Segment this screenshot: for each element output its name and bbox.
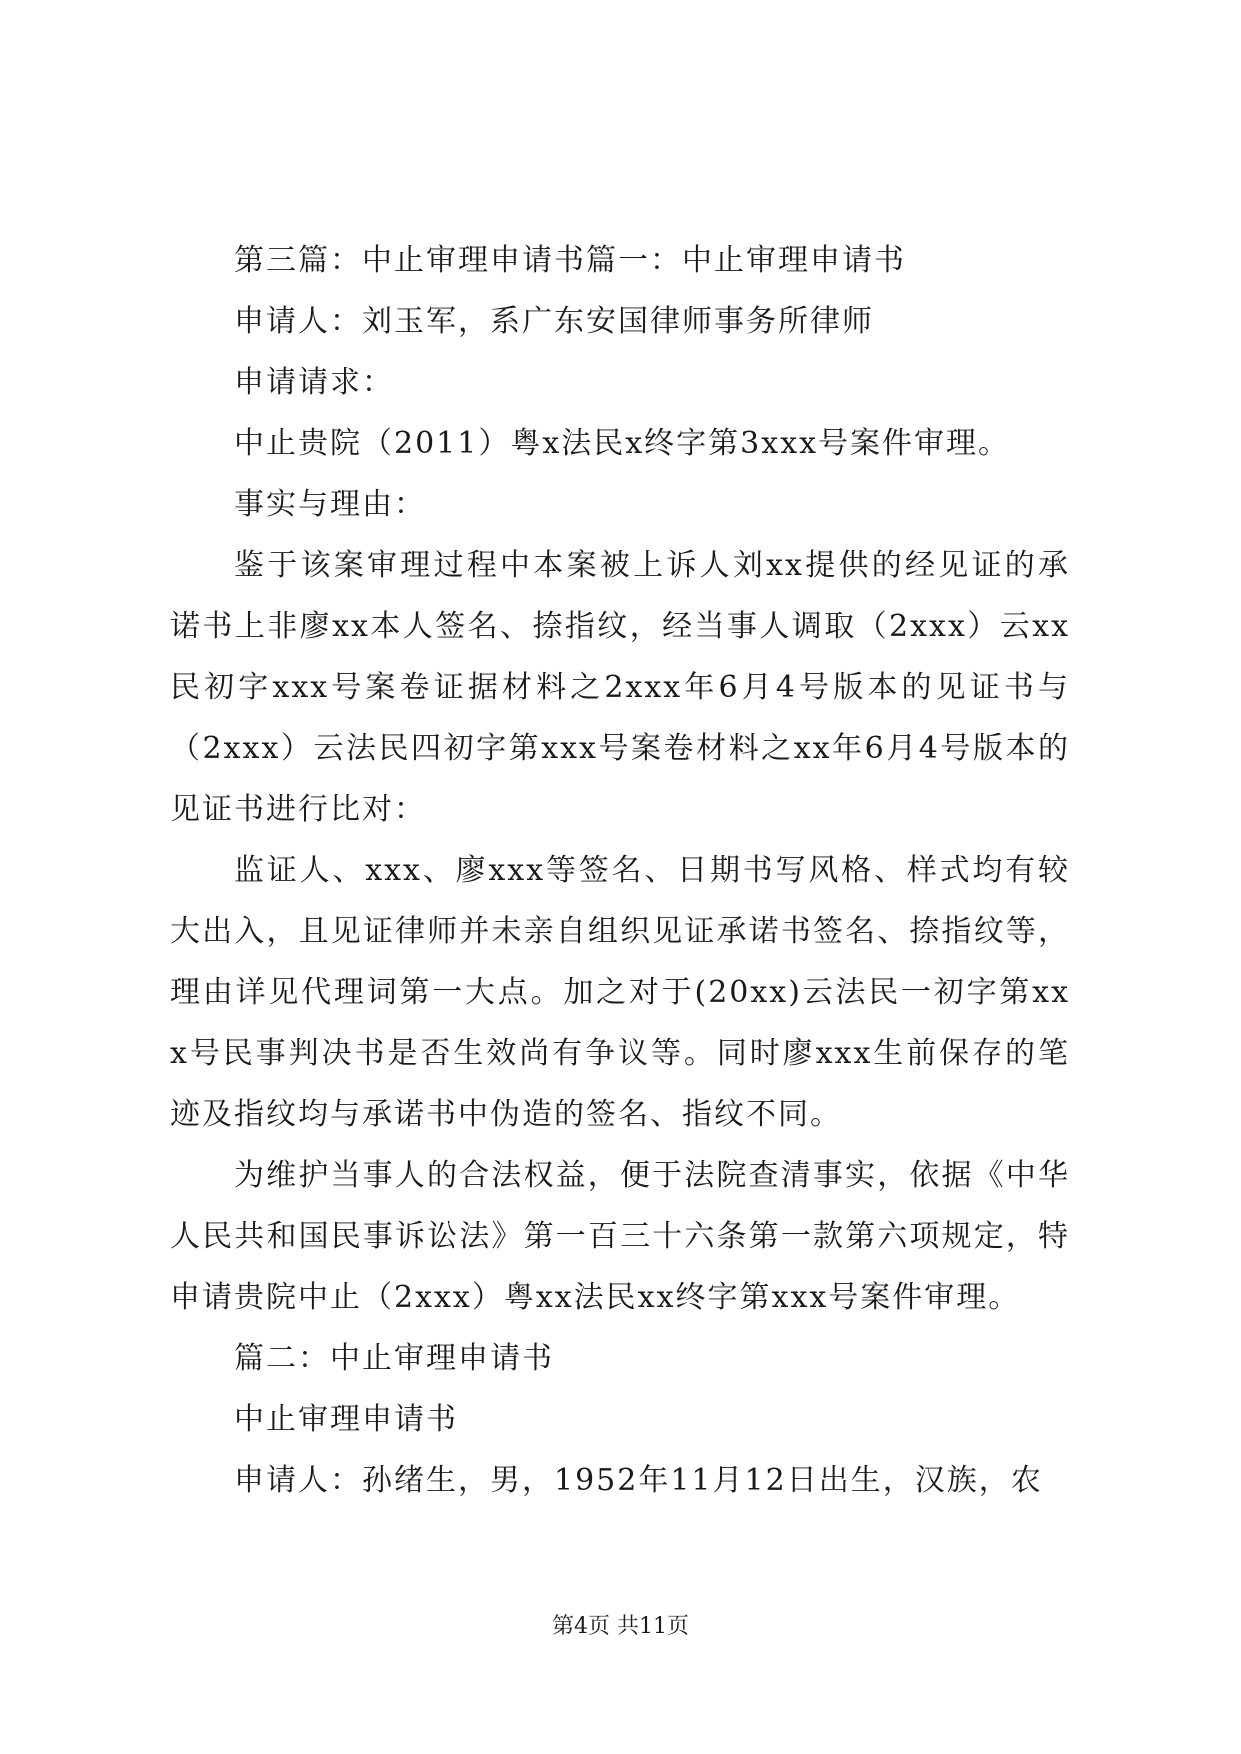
- facts-paragraph-3: 为维护当事人的合法权益，便于法院查清事实，依据《中华人民共和国民事诉讼法》第一百三十六条第一款第六项规定，特申请贵院中止（2xxx）粤xx法民xx终字第xxx号案件审理。: [170, 1158, 1070, 1315]
- part-two-heading: 篇二：中止审理申请书: [234, 1341, 554, 1376]
- facts-paragraph-2: 监证人、xxx、廖xxx等签名、日期书写风格、样式均有较大出入，且见证律师并未亲自组织见证承诺书签名、捺指纹等，理由详见代理词第一大点。加之对于(20xx)云法民一初字第xxx号民事判决书是否生效尚有争议等。同时廖xxx生前保存的笔迹及指纹均与承诺书中伪造的签名、指纹不同。: [170, 853, 1070, 1132]
- facts-heading: 事实与理由：: [234, 487, 426, 522]
- facts-paragraph-1: 鉴于该案审理过程中本案被上诉人刘xx提供的经见证的承诺书上非廖xx本人签名、捺指纹，经当事人调取（2xxx）云xx民初字xxx号案卷证据材料之2xxx年6月4号版本的见证书与（2xxx）云法民四初字第xxx号案卷材料之xx年6月4号版本的见证书进行比对：: [170, 548, 1070, 827]
- part-two-title: 中止审理申请书: [234, 1402, 458, 1437]
- request-heading: 申请请求：: [234, 365, 394, 400]
- page-number-footer: 第4页 共11页: [552, 1614, 689, 1639]
- applicant-line: 申请人：刘玉军，系广东安国律师事务所律师: [234, 304, 874, 339]
- request-paragraph: 中止贵院（2011）粤x法民x终字第3xxx号案件审理。: [234, 426, 1011, 461]
- part-two-applicant-line: 申请人：孙绪生，男，1952年11月12日出生，汉族，农: [234, 1463, 1043, 1498]
- document-body: [170, 230, 1070, 1511]
- section-heading: 第三篇：中止审理申请书篇一：中止审理申请书: [234, 243, 906, 278]
